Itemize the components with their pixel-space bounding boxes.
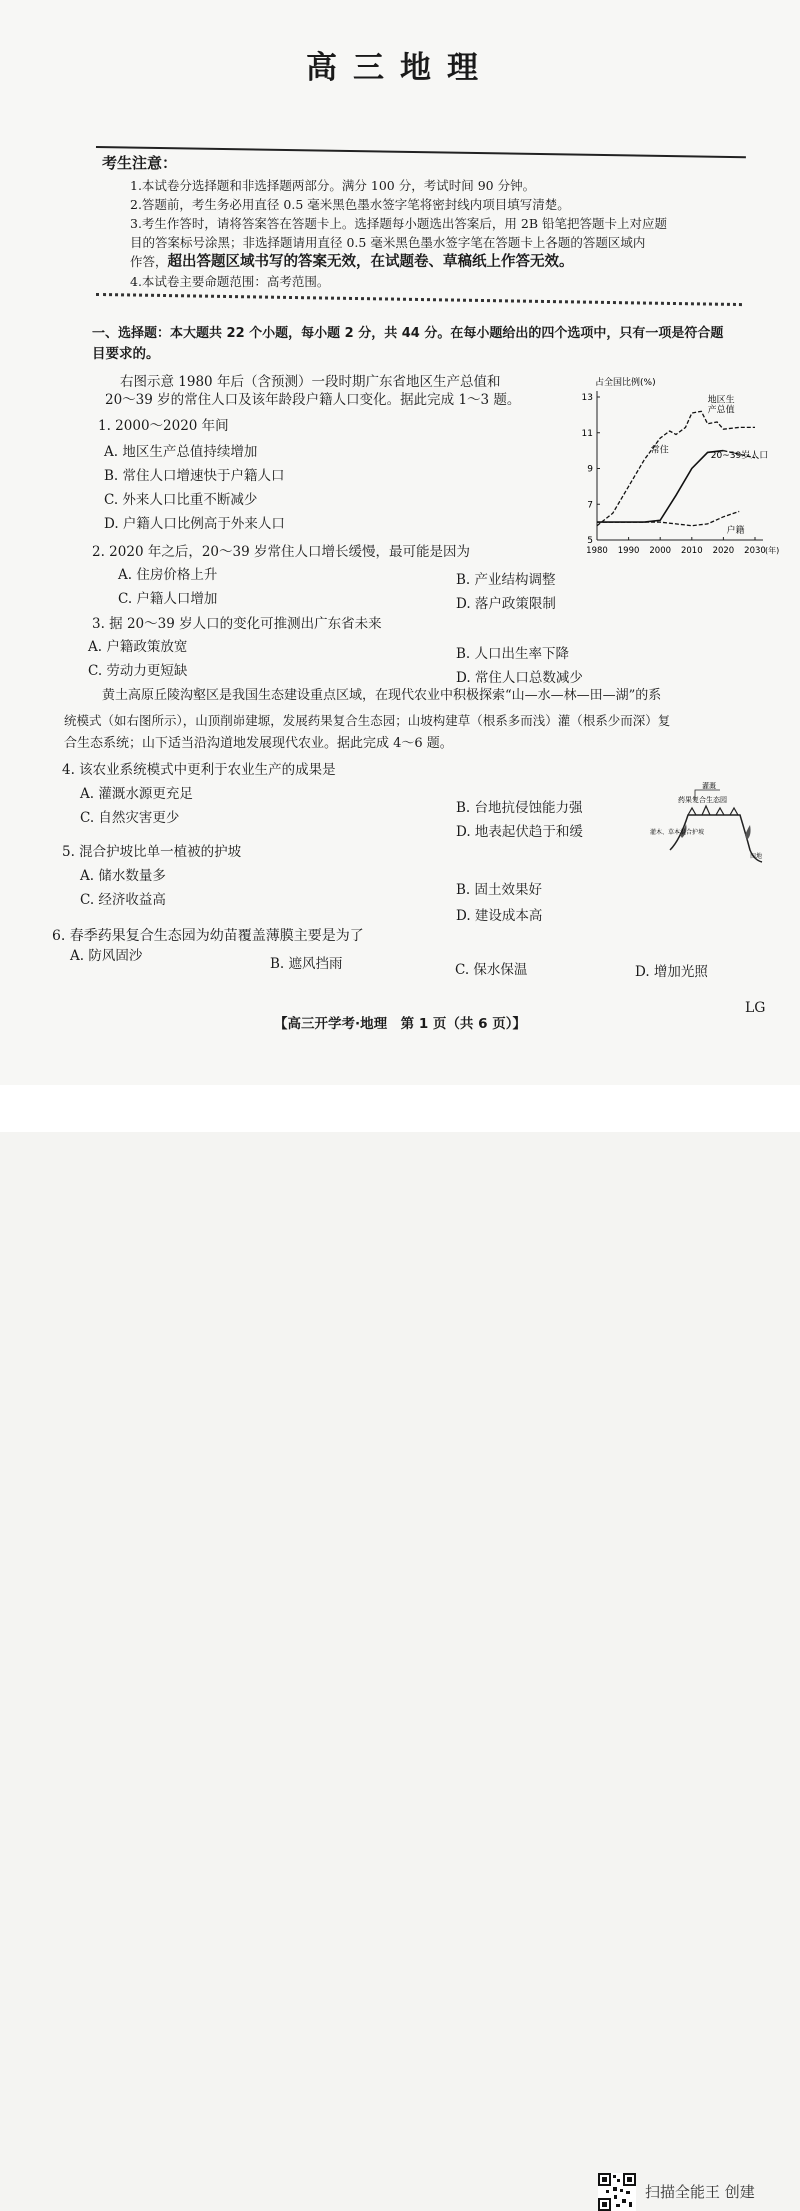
q3-stem: 3. 据 20～39 岁人口的变化可推测出广东省未来	[92, 616, 382, 632]
q2-option-b[interactable]: B. 产业结构调整	[456, 572, 556, 588]
chart-x-tick-label: 2020	[712, 546, 735, 556]
notice-item-3c-pre: 作答，	[130, 254, 168, 269]
notice-item-3c	[130, 252, 750, 272]
chart-series-3	[597, 511, 739, 525]
page-title: 高三地理	[306, 50, 494, 86]
chart-x-tick-label: 2010	[680, 546, 703, 556]
chart-x-unit: (年)	[765, 546, 780, 555]
q6-option-a[interactable]: A. 防风固沙	[70, 948, 143, 964]
q6-option-b[interactable]: B. 遮风挡雨	[270, 956, 343, 972]
chart-x-tick-label: 1990	[617, 546, 640, 556]
notice-item-1: 1.本试卷分选择题和非选择题两部分。满分 100 分，考试时间 90 分钟。	[130, 178, 536, 193]
scanner-bar	[0, 1085, 800, 2201]
q2-option-d[interactable]: D. 落户政策限制	[456, 596, 556, 612]
q5-option-a[interactable]: A. 储水数量多	[80, 868, 166, 884]
chart-y-tick-label: 9	[587, 464, 593, 475]
q3-option-c[interactable]: C. 劳动力更短缺	[88, 663, 188, 679]
q1-option-a[interactable]: A. 地区生产总值持续增加	[104, 444, 258, 460]
section-heading	[92, 323, 752, 365]
notice-item-2: 2.答题前，考生务必用直径 0.5 毫米黑色墨水签字笔将密封线内项目填写清楚。	[130, 197, 570, 212]
chart-lines	[597, 411, 755, 525]
notice-item-4: 4.本试卷主要命题范围：高考范围。	[130, 274, 330, 289]
chart-y-tick-label: 7	[587, 500, 593, 511]
notice-item-3c-bold: 超出答题区域书写的答案无效，在试题卷、草稿纸上作答无效。	[167, 254, 574, 270]
q1-stem: 1. 2000～2020 年间	[98, 418, 229, 434]
exam-page	[0, 0, 800, 1085]
q5-stem: 5. 混合护坡比单一植被的护坡	[62, 844, 242, 860]
q2-option-c[interactable]: C. 户籍人口增加	[118, 591, 218, 607]
diagram-label-top: 灌溉	[702, 782, 716, 790]
chart-axes	[582, 391, 780, 556]
notice-item-3a: 3.考生作答时，请将答案答在答题卡上。选择题每小题选出答案后，用 2B 铅笔把答题卡上对应题	[130, 216, 668, 231]
q1-option-b[interactable]: B. 常住人口增速快于户籍人口	[104, 468, 285, 484]
passage1-line2: 20～39 岁的常住人口及该年龄段户籍人口变化。据此完成 1～3 题。	[105, 392, 521, 408]
chart-y-tick-label: 13	[581, 393, 593, 403]
tree-icons	[688, 806, 738, 815]
notice-list	[130, 176, 750, 291]
terrain-svg	[650, 780, 770, 875]
chart-series-label: 地区生产总值	[707, 395, 735, 416]
q6-stem: 6. 春季药果复合生态园为幼苗覆盖薄膜主要是为了	[52, 928, 364, 944]
chart-labels	[651, 393, 768, 535]
q5-option-b[interactable]: B. 固土效果好	[456, 882, 543, 898]
q3-option-d[interactable]: D. 常住人口总数减少	[456, 670, 583, 686]
q3-option-b[interactable]: B. 人口出生率下降	[456, 646, 570, 662]
passage2-line2: 统模式（如右图所示），山顶削峁建塬，发展药果复合生态园；山坡构建草（根系多而浅）灌（根系少而深）复	[64, 713, 671, 728]
passage1-line1: 右图示意 1980 年后（含预测）一段时期广东省地区生产总值和	[120, 374, 501, 390]
notice-item-3b: 目的答案标号涂黑；非选择题请用直径 0.5 毫米黑色墨水签字笔在答题卡上各题的答题区域内	[130, 235, 646, 250]
q1-option-c[interactable]: C. 外来人口比重不断减少	[104, 492, 258, 508]
notice-heading: 考生注意：	[102, 154, 178, 172]
chart-series-label: 常住	[650, 445, 669, 456]
chart-y-tick-label: 5	[587, 536, 593, 546]
diagram-label-orchard: 药果复合生态园	[678, 796, 727, 804]
chart-series-label: 户籍	[726, 525, 745, 536]
q6-option-c[interactable]: C. 保水保温	[455, 962, 528, 978]
q4-stem: 4. 该农业系统模式中更利于农业生产的成果是	[62, 762, 336, 778]
passage2-line1: 黄土高原丘陵沟壑区是我国生态建设重点区域，在现代农业中积极探索“山—水—林—田—湖”的系	[102, 688, 662, 703]
chart-x-tick-label: 2030	[744, 546, 766, 556]
chart-x-tick-label: 1980	[586, 546, 608, 556]
section-heading-line2: 目要求的。	[92, 346, 160, 362]
chart-x-tick-label: 2000	[649, 546, 672, 556]
line-chart	[575, 375, 790, 575]
page-footer: 【高三开学考·地理 第 1 页（共 6 页）】	[274, 1016, 526, 1032]
scanner-label: 扫描全能王 创建	[645, 2183, 755, 2201]
q6-option-d[interactable]: D. 增加光照	[635, 964, 708, 980]
qr-code-icon	[598, 2173, 636, 2211]
chart-series-0	[597, 411, 755, 525]
chart-series-label: 20~39岁人口	[710, 450, 769, 461]
chart-series-1	[597, 451, 723, 522]
q5-option-d[interactable]: D. 建设成本高	[456, 908, 543, 924]
section-heading-line1: 一、选择题：本大题共 22 个小题，每小题 2 分，共 44 分。在每小题给出的四个选项中，只有一项是符合题	[92, 326, 724, 341]
passage2-line3: 合生态系统；山下适当沿沟道地发展现代农业。据此完成 4～6 题。	[64, 736, 453, 751]
q2-stem: 2. 2020 年之后，20～39 岁常住人口增长缓慢，最可能是因为	[92, 544, 470, 560]
paper-code: LG	[745, 1000, 766, 1016]
q1-option-d[interactable]: D. 户籍人口比例高于外来人口	[104, 516, 285, 532]
q4-option-d[interactable]: D. 地表起伏趋于和缓	[456, 824, 583, 840]
q3-option-a[interactable]: A. 户籍政策放宽	[88, 639, 188, 655]
diagram-label-slope: 灌木、草本混合护坡	[650, 829, 705, 836]
chart-ylabel: 占全国比例(%)	[595, 378, 656, 388]
diagram-label-field: 田地	[750, 853, 763, 860]
q4-option-c[interactable]: C. 自然灾害更少	[80, 810, 180, 826]
q5-option-c[interactable]: C. 经济收益高	[80, 892, 166, 908]
chart-svg	[575, 375, 790, 575]
terrain-diagram	[650, 780, 770, 875]
q4-option-a[interactable]: A. 灌溉水源更充足	[80, 786, 193, 802]
q2-option-a[interactable]: A. 住房价格上升	[118, 567, 218, 583]
q4-option-b[interactable]: B. 台地抗侵蚀能力强	[456, 800, 583, 816]
chart-y-tick-label: 11	[581, 428, 593, 439]
